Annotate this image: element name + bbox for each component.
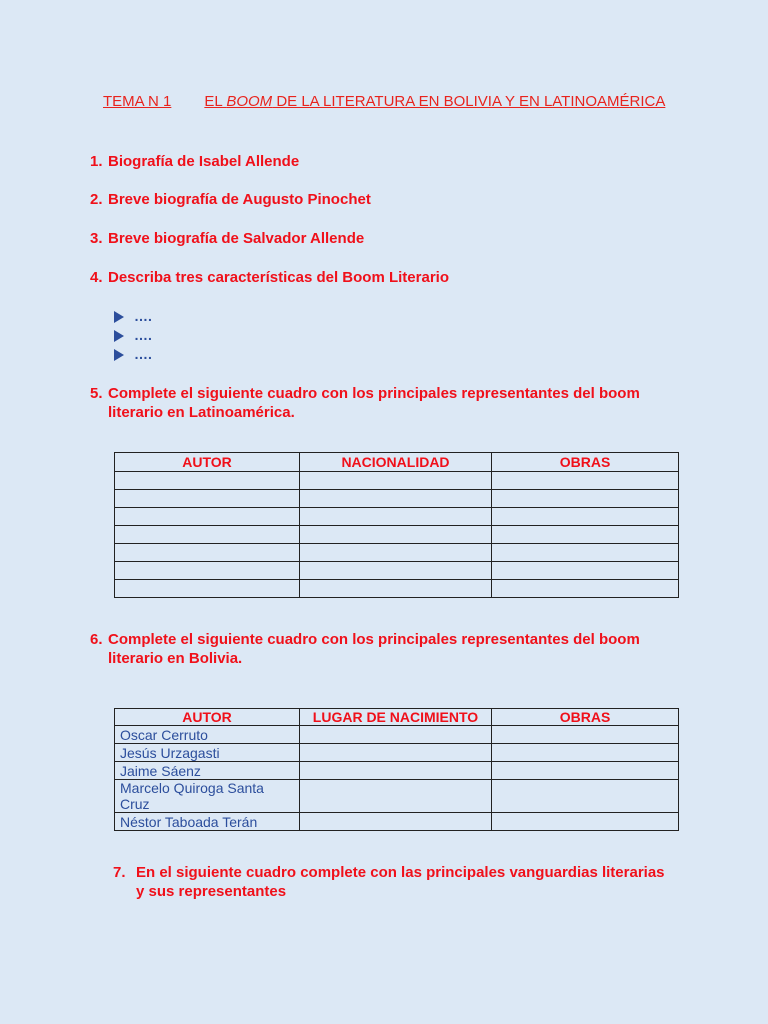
table-cell[interactable] — [115, 562, 300, 580]
table-cell[interactable] — [300, 762, 492, 780]
author-cell: Néstor Taboada Terán — [115, 813, 300, 831]
title-pre: EL — [204, 93, 227, 110]
author-cell: Jaime Sáenz — [115, 762, 300, 780]
table-cell[interactable] — [115, 526, 300, 544]
table-row — [115, 762, 679, 780]
table-cell[interactable] — [300, 580, 492, 598]
column-header: NACIONALIDAD — [300, 453, 492, 472]
question-4: 4. Describa tres características del Boom Literario — [90, 269, 449, 286]
question-3: 3. Breve biografía de Salvador Allende — [90, 230, 365, 247]
table-cell[interactable] — [300, 490, 492, 508]
table-cell[interactable] — [492, 744, 679, 762]
table-cell[interactable] — [492, 780, 679, 813]
table-row — [115, 562, 679, 580]
column-header: AUTOR — [115, 709, 300, 726]
table-cell[interactable] — [115, 580, 300, 598]
table-row — [115, 490, 679, 508]
author-cell: Oscar Cerruto — [115, 726, 300, 744]
author-cell: Jesús Urzagasti — [115, 744, 300, 762]
column-header: OBRAS — [492, 453, 679, 472]
column-header: OBRAS — [492, 709, 679, 726]
table-cell[interactable] — [300, 744, 492, 762]
arrow-bullet-icon — [114, 349, 124, 361]
table-cell[interactable] — [492, 544, 679, 562]
table-row — [115, 813, 679, 831]
title-post: DE LA LITERATURA EN BOLIVIA Y EN LATINOAMÉRICA — [272, 93, 666, 110]
table-cell[interactable] — [492, 762, 679, 780]
table-cell[interactable] — [492, 472, 679, 490]
arrow-bullet-icon — [114, 330, 124, 342]
latam-authors-table — [114, 452, 679, 598]
table-cell[interactable] — [300, 813, 492, 831]
bullet-item: …. — [114, 309, 152, 323]
title-italic: BOOM — [226, 93, 273, 110]
table-cell[interactable] — [492, 562, 679, 580]
table-row — [115, 744, 679, 762]
table-row — [115, 726, 679, 744]
column-header: LUGAR DE NACIMIENTO — [300, 709, 492, 726]
table-header-row — [115, 709, 679, 726]
table-cell[interactable] — [115, 544, 300, 562]
tema-label: TEMA N 1 — [103, 93, 172, 110]
bolivia-authors-table — [114, 708, 679, 831]
table-row — [115, 508, 679, 526]
table-cell[interactable] — [492, 726, 679, 744]
table-cell[interactable] — [492, 526, 679, 544]
table-cell[interactable] — [300, 472, 492, 490]
table-cell[interactable] — [300, 562, 492, 580]
question-5: 5. Complete el siguiente cuadro con los principales representantes del boom literario en Latinoamérica. — [90, 385, 640, 421]
table-cell[interactable] — [300, 508, 492, 526]
table-row — [115, 580, 679, 598]
table-header-row — [115, 453, 679, 472]
table-cell[interactable] — [115, 508, 300, 526]
bullet-item: …. — [114, 328, 152, 342]
table-cell[interactable] — [300, 526, 492, 544]
table-row — [115, 780, 679, 813]
table-row — [115, 526, 679, 544]
table-cell[interactable] — [300, 544, 492, 562]
page-title — [103, 93, 665, 110]
arrow-bullet-icon — [114, 311, 124, 323]
table-cell[interactable] — [115, 472, 300, 490]
question-6: 6. Complete el siguiente cuadro con los principales representantes del boom literario en Bolivia. — [90, 631, 640, 667]
question-7: 7. En el siguiente cuadro complete con las principales vanguardias literarias y sus representantes — [113, 864, 665, 900]
table-cell[interactable] — [492, 813, 679, 831]
table-cell[interactable] — [492, 490, 679, 508]
bullet-item: …. — [114, 347, 152, 361]
table-row — [115, 472, 679, 490]
column-header: AUTOR — [115, 453, 300, 472]
author-cell: Marcelo Quiroga Santa Cruz — [115, 780, 300, 813]
table-cell[interactable] — [300, 780, 492, 813]
question-1: 1. Biografía de Isabel Allende — [90, 153, 300, 170]
question-2: 2. Breve biografía de Augusto Pinochet — [90, 191, 371, 208]
table-row — [115, 544, 679, 562]
table-cell[interactable] — [492, 580, 679, 598]
table-cell[interactable] — [300, 726, 492, 744]
table-cell[interactable] — [115, 490, 300, 508]
table-cell[interactable] — [492, 508, 679, 526]
